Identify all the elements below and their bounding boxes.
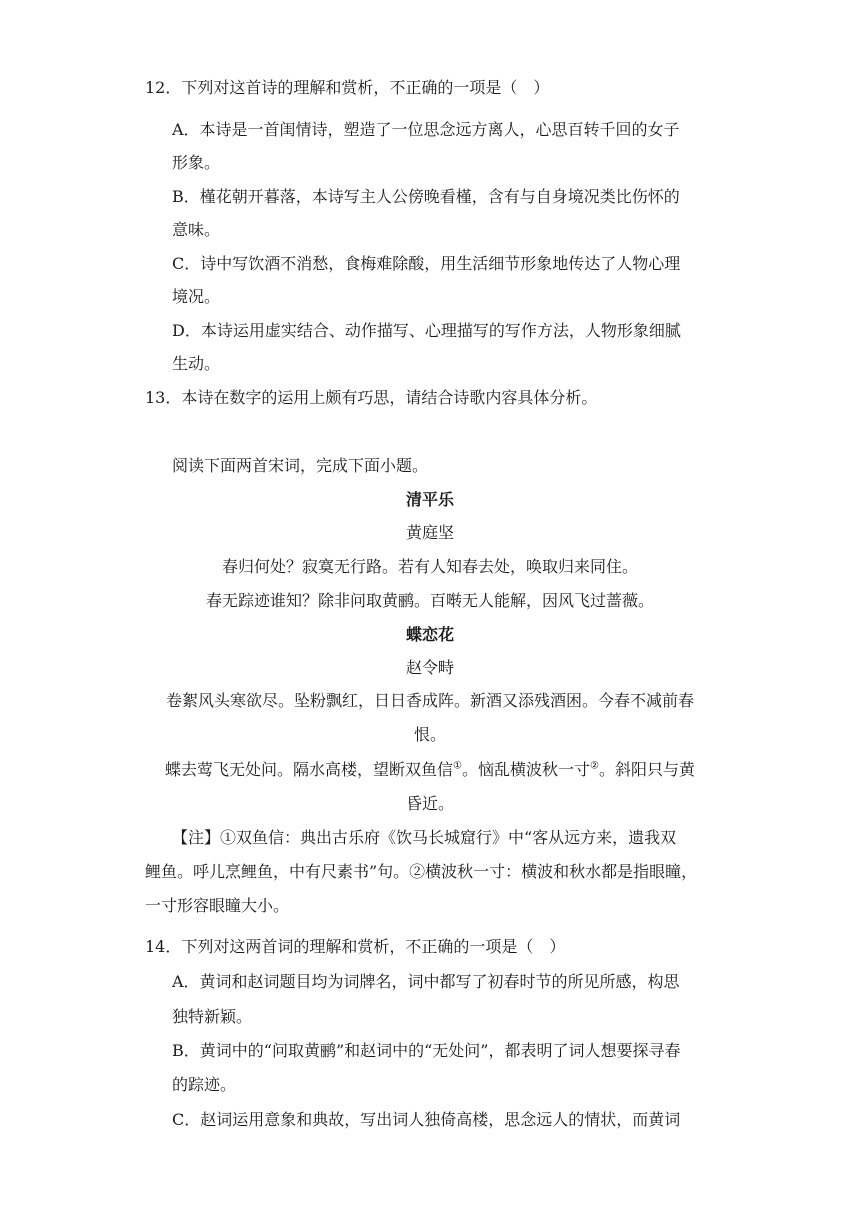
poem2-line1-cont: 恨。 <box>413 725 446 744</box>
q14-option-b-cont: 的踪迹。 <box>172 1075 237 1094</box>
q14-stem: 14．下列对这两首词的理解和赏析，不正确的一项是（ ） <box>145 937 566 956</box>
q12-option-a-cont: 形象。 <box>172 153 221 172</box>
q14-option-a-cont: 独特新颖。 <box>172 1007 253 1026</box>
poem2-title: 蝶恋花 <box>405 625 454 644</box>
poem2-line1: 卷絮风头寒欲尽。坠粉飘红，日日香成阵。新酒又添残酒困。今春不减前春 <box>165 691 694 710</box>
footnote-marker-1: ① <box>453 760 462 772</box>
q14-option-a: A．黄词和赵词题目均为词牌名，词中都写了初春时节的所见所感，构思 <box>172 972 680 991</box>
q12-option-a: A．本诗是一首闺情诗，塑造了一位思念远方离人，心思百转千回的女子 <box>172 120 680 139</box>
q14-option-b: B．黄词中的“问取黄鹂”和赵词中的“无处问”，都表明了词人想要探寻春 <box>172 1041 681 1060</box>
q12-option-b: B．槿花朝开暮落，本诗写主人公傍晚看槿，含有与自身境况类比伤怀的 <box>172 187 680 206</box>
poem2-line2 <box>145 760 715 780</box>
q12-option-d-cont: 生动。 <box>172 354 221 373</box>
q13-stem: 13．本诗在数字的运用上颇有巧思，请结合诗歌内容具体分析。 <box>145 388 598 407</box>
poem2-line2-part3: 。斜阳只与黄 <box>598 760 695 779</box>
poem2-line2-part2: 。恼乱横波秋一寸 <box>461 760 590 779</box>
poem1-line1: 春归何处？寂寞无行路。若有人知春去处，唤取归来同住。 <box>221 557 638 576</box>
poem2-line2-part1: 蝶去莺飞无处问。隔水高楼，望断双鱼信 <box>165 760 454 779</box>
q12-option-b-cont: 意味。 <box>172 220 221 239</box>
poem2-line2-cont: 昏近。 <box>405 794 454 813</box>
note-line-2: 鲤鱼。呼儿烹鲤鱼，中有尺素书”句。②横波秋一寸：横波和秋水都是指眼瞳， <box>145 862 698 881</box>
poem1-title: 清平乐 <box>405 490 454 509</box>
note-line-1: 【注】①双鱼信：典出古乐府《饮马长城窟行》中“客从远方来，遗我双 <box>172 828 677 847</box>
poem1-author: 黄庭坚 <box>405 523 454 542</box>
poem2-author: 赵令畤 <box>405 658 454 677</box>
poem1-line2: 春无踪迹谁知？除非问取黄鹂。百啭无人能解，因风飞过蔷薇。 <box>205 591 654 610</box>
reading-intro: 阅读下面两首宋词，完成下面小题。 <box>172 456 429 475</box>
q12-option-c-cont: 境况。 <box>172 287 221 306</box>
note-line-3: 一寸形容眼瞳大小。 <box>145 896 290 915</box>
q12-option-c: C．诗中写饮酒不消愁，食梅难除酸，用生活细节形象地传达了人物心理 <box>172 254 681 273</box>
q14-option-c: C．赵词运用意象和典故，写出词人独倚高楼，思念远人的情状，而黄词 <box>172 1110 681 1129</box>
q12-option-d: D．本诗运用虚实结合、动作描写、心理描写的写作方法，人物形象细腻 <box>172 321 681 340</box>
footnote-marker-2: ② <box>590 760 599 772</box>
q12-stem: 12．下列对这首诗的理解和赏析，不正确的一项是（ ） <box>145 78 550 97</box>
